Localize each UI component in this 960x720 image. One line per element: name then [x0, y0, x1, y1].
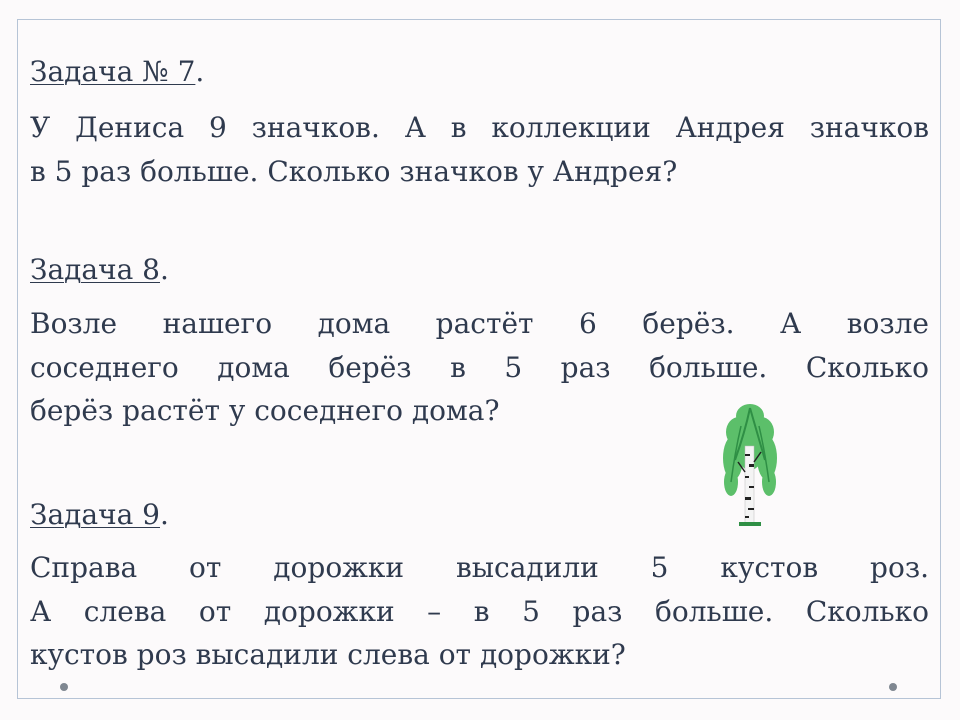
task-8-line: соседнего дома берёз в 5 раз больше. Сколько: [30, 350, 929, 384]
task-8-heading: [30, 252, 169, 288]
slide-dot-right: [889, 683, 897, 691]
birch-tree-icon: [721, 402, 779, 528]
task-8-line: берёз растёт у соседнего дома?: [30, 394, 500, 427]
task-9-title-punct: .: [160, 498, 169, 531]
task-9-line: Справа от дорожки высадили 5 кустов роз.: [30, 551, 929, 584]
task-7-title: Задача № 7: [30, 55, 196, 88]
task-8-title: Задача 8: [30, 253, 160, 286]
task-9-line: кустов роз высадили слева от дорожки?: [30, 638, 626, 671]
task-8-title-punct: .: [160, 253, 169, 286]
task-7-line: в 5 раз больше. Сколько значков у Андрея?: [30, 154, 678, 188]
task-9-heading: [30, 497, 169, 533]
task-9-text: [30, 546, 929, 677]
slide-dot-left: [60, 683, 68, 691]
task-7-heading: [30, 54, 204, 90]
task-9-title: Задача 9: [30, 498, 160, 531]
task-7-title-punct: .: [195, 55, 205, 88]
task-9-line: А слева от дорожки – в 5 раз больше. Сколько: [30, 594, 929, 628]
task-8-line: Возле нашего дома растёт 6 берёз. А возле: [30, 307, 929, 340]
task-8-text: [30, 302, 929, 433]
task-7-line: У Дениса 9 значков. А в коллекции Андрея значков: [30, 111, 929, 144]
task-7-text: [30, 106, 929, 193]
